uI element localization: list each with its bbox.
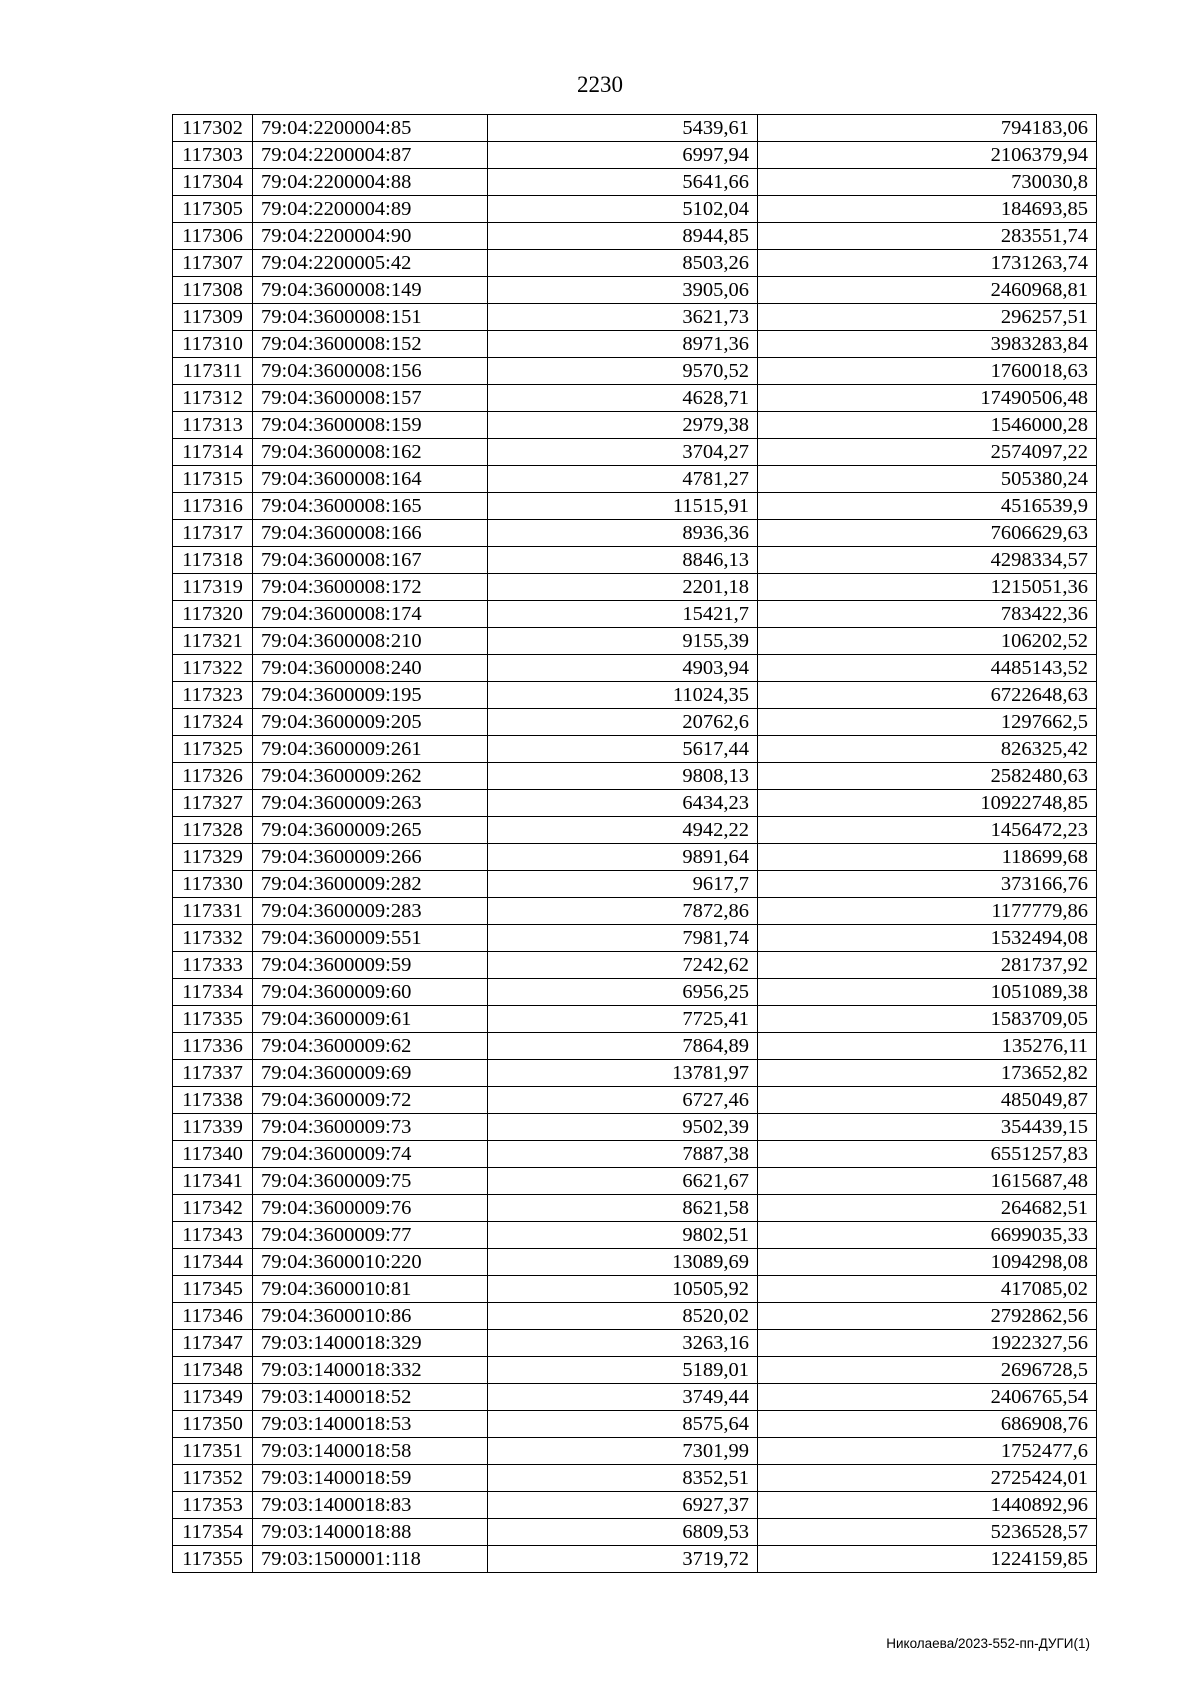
row-number-cell: 117310 <box>173 331 253 358</box>
cadastral-number-cell: 79:04:3600009:262 <box>253 763 488 790</box>
table-row <box>173 1222 1097 1249</box>
row-number-cell: 117337 <box>173 1060 253 1087</box>
value-cell: 6809,53 <box>488 1519 758 1546</box>
cadastral-number-cell: 79:04:3600008:156 <box>253 358 488 385</box>
cadastral-number-cell: 79:04:3600008:157 <box>253 385 488 412</box>
cadastral-number-cell: 79:04:3600008:166 <box>253 520 488 547</box>
cadastral-number-cell: 79:04:3600009:266 <box>253 844 488 871</box>
row-number-cell: 117348 <box>173 1357 253 1384</box>
table-row <box>173 1114 1097 1141</box>
amount-cell: 1546000,28 <box>758 412 1097 439</box>
table-row <box>173 574 1097 601</box>
amount-cell: 296257,51 <box>758 304 1097 331</box>
cadastral-number-cell: 79:03:1400018:53 <box>253 1411 488 1438</box>
cadastral-number-cell: 79:04:3600008:165 <box>253 493 488 520</box>
cadastral-number-cell: 79:04:3600010:86 <box>253 1303 488 1330</box>
cadastral-number-cell: 79:04:3600009:59 <box>253 952 488 979</box>
row-number-cell: 117325 <box>173 736 253 763</box>
cadastral-number-cell: 79:04:3600008:151 <box>253 304 488 331</box>
cadastral-number-cell: 79:04:2200004:90 <box>253 223 488 250</box>
row-number-cell: 117314 <box>173 439 253 466</box>
table-row <box>173 169 1097 196</box>
value-cell: 5439,61 <box>488 115 758 142</box>
table-row <box>173 1087 1097 1114</box>
value-cell: 20762,6 <box>488 709 758 736</box>
table-row <box>173 385 1097 412</box>
value-cell: 8936,36 <box>488 520 758 547</box>
page-number: 2230 <box>577 72 623 97</box>
cadastral-number-cell: 79:04:2200004:85 <box>253 115 488 142</box>
cadastral-number-cell: 79:04:3600009:72 <box>253 1087 488 1114</box>
value-cell: 7864,89 <box>488 1033 758 1060</box>
value-cell: 3905,06 <box>488 277 758 304</box>
row-number-cell: 117346 <box>173 1303 253 1330</box>
amount-cell: 505380,24 <box>758 466 1097 493</box>
table-row <box>173 1330 1097 1357</box>
table-row <box>173 358 1097 385</box>
table-body <box>173 115 1097 1573</box>
row-number-cell: 117352 <box>173 1465 253 1492</box>
value-cell: 8971,36 <box>488 331 758 358</box>
amount-cell: 283551,74 <box>758 223 1097 250</box>
cadastral-number-cell: 79:04:3600009:261 <box>253 736 488 763</box>
cadastral-number-cell: 79:04:3600008:149 <box>253 277 488 304</box>
value-cell: 9155,39 <box>488 628 758 655</box>
row-number-cell: 117309 <box>173 304 253 331</box>
table-row <box>173 844 1097 871</box>
row-number-cell: 117351 <box>173 1438 253 1465</box>
row-number-cell: 117347 <box>173 1330 253 1357</box>
row-number-cell: 117344 <box>173 1249 253 1276</box>
table-row <box>173 979 1097 1006</box>
row-number-cell: 117321 <box>173 628 253 655</box>
table-row <box>173 1384 1097 1411</box>
value-cell: 4628,71 <box>488 385 758 412</box>
table-row <box>173 1168 1097 1195</box>
value-cell: 5617,44 <box>488 736 758 763</box>
amount-cell: 2574097,22 <box>758 439 1097 466</box>
value-cell: 6621,67 <box>488 1168 758 1195</box>
cadastral-number-cell: 79:04:3600008:162 <box>253 439 488 466</box>
amount-cell: 4298334,57 <box>758 547 1097 574</box>
cadastral-number-cell: 79:04:3600008:167 <box>253 547 488 574</box>
cadastral-number-cell: 79:03:1500001:118 <box>253 1546 488 1573</box>
table-row <box>173 331 1097 358</box>
row-number-cell: 117315 <box>173 466 253 493</box>
cadastral-number-cell: 79:04:3600010:81 <box>253 1276 488 1303</box>
row-number-cell: 117353 <box>173 1492 253 1519</box>
amount-cell: 10922748,85 <box>758 790 1097 817</box>
table-row <box>173 1249 1097 1276</box>
cadastral-number-cell: 79:04:2200005:42 <box>253 250 488 277</box>
amount-cell: 17490506,48 <box>758 385 1097 412</box>
row-number-cell: 117343 <box>173 1222 253 1249</box>
table-row <box>173 763 1097 790</box>
amount-cell: 5236528,57 <box>758 1519 1097 1546</box>
value-cell: 2979,38 <box>488 412 758 439</box>
row-number-cell: 117327 <box>173 790 253 817</box>
value-cell: 7725,41 <box>488 1006 758 1033</box>
row-number-cell: 117317 <box>173 520 253 547</box>
value-cell: 8621,58 <box>488 1195 758 1222</box>
cadastral-number-cell: 79:04:3600009:77 <box>253 1222 488 1249</box>
cadastral-number-cell: 79:04:3600009:73 <box>253 1114 488 1141</box>
row-number-cell: 117332 <box>173 925 253 952</box>
table-row <box>173 493 1097 520</box>
row-number-cell: 117308 <box>173 277 253 304</box>
table-row <box>173 952 1097 979</box>
row-number-cell: 117312 <box>173 385 253 412</box>
value-cell: 6927,37 <box>488 1492 758 1519</box>
amount-cell: 1456472,23 <box>758 817 1097 844</box>
amount-cell: 1615687,48 <box>758 1168 1097 1195</box>
amount-cell: 485049,87 <box>758 1087 1097 1114</box>
value-cell: 8503,26 <box>488 250 758 277</box>
row-number-cell: 117318 <box>173 547 253 574</box>
table-row <box>173 1141 1097 1168</box>
cadastral-number-cell: 79:03:1400018:52 <box>253 1384 488 1411</box>
cadastral-number-cell: 79:04:3600008:240 <box>253 655 488 682</box>
value-cell: 6997,94 <box>488 142 758 169</box>
value-cell: 9570,52 <box>488 358 758 385</box>
cadastral-number-cell: 79:04:2200004:88 <box>253 169 488 196</box>
row-number-cell: 117320 <box>173 601 253 628</box>
table-row <box>173 1006 1097 1033</box>
row-number-cell: 117316 <box>173 493 253 520</box>
value-cell: 8944,85 <box>488 223 758 250</box>
amount-cell: 826325,42 <box>758 736 1097 763</box>
cadastral-number-cell: 79:03:1400018:88 <box>253 1519 488 1546</box>
amount-cell: 7606629,63 <box>758 520 1097 547</box>
table-row <box>173 628 1097 655</box>
cadastral-number-cell: 79:04:3600008:174 <box>253 601 488 628</box>
value-cell: 7242,62 <box>488 952 758 979</box>
row-number-cell: 117341 <box>173 1168 253 1195</box>
cadastral-number-cell: 79:04:3600008:164 <box>253 466 488 493</box>
table-row <box>173 196 1097 223</box>
value-cell: 6956,25 <box>488 979 758 1006</box>
cadastral-number-cell: 79:04:3600009:195 <box>253 682 488 709</box>
table-row <box>173 709 1097 736</box>
cadastral-number-cell: 79:04:3600010:220 <box>253 1249 488 1276</box>
document-footer: Николаева/2023-552-пп-ДУГИ(1) <box>886 1636 1090 1651</box>
row-number-cell: 117335 <box>173 1006 253 1033</box>
value-cell: 9891,64 <box>488 844 758 871</box>
amount-cell: 135276,11 <box>758 1033 1097 1060</box>
row-number-cell: 117302 <box>173 115 253 142</box>
amount-cell: 118699,68 <box>758 844 1097 871</box>
row-number-cell: 117304 <box>173 169 253 196</box>
table-row <box>173 790 1097 817</box>
amount-cell: 1583709,05 <box>758 1006 1097 1033</box>
value-cell: 9808,13 <box>488 763 758 790</box>
row-number-cell: 117330 <box>173 871 253 898</box>
amount-cell: 1440892,96 <box>758 1492 1097 1519</box>
amount-cell: 686908,76 <box>758 1411 1097 1438</box>
cadastral-number-cell: 79:03:1400018:83 <box>253 1492 488 1519</box>
value-cell: 9617,7 <box>488 871 758 898</box>
amount-cell: 2460968,81 <box>758 277 1097 304</box>
amount-cell: 1752477,6 <box>758 1438 1097 1465</box>
row-number-cell: 117340 <box>173 1141 253 1168</box>
value-cell: 15421,7 <box>488 601 758 628</box>
row-number-cell: 117339 <box>173 1114 253 1141</box>
row-number-cell: 117333 <box>173 952 253 979</box>
cadastral-number-cell: 79:03:1400018:329 <box>253 1330 488 1357</box>
cadastral-number-cell: 79:03:1400018:332 <box>253 1357 488 1384</box>
value-cell: 6434,23 <box>488 790 758 817</box>
row-number-cell: 117306 <box>173 223 253 250</box>
table-row <box>173 439 1097 466</box>
value-cell: 7872,86 <box>488 898 758 925</box>
table-row <box>173 898 1097 925</box>
amount-cell: 264682,51 <box>758 1195 1097 1222</box>
value-cell: 4942,22 <box>488 817 758 844</box>
row-number-cell: 117342 <box>173 1195 253 1222</box>
value-cell: 3704,27 <box>488 439 758 466</box>
table-row <box>173 304 1097 331</box>
table-row <box>173 277 1097 304</box>
data-table <box>172 114 1097 1573</box>
amount-cell: 4516539,9 <box>758 493 1097 520</box>
table-row <box>173 1411 1097 1438</box>
value-cell: 3263,16 <box>488 1330 758 1357</box>
value-cell: 7981,74 <box>488 925 758 952</box>
cadastral-number-cell: 79:04:3600009:61 <box>253 1006 488 1033</box>
value-cell: 13781,97 <box>488 1060 758 1087</box>
amount-cell: 4485143,52 <box>758 655 1097 682</box>
value-cell: 13089,69 <box>488 1249 758 1276</box>
table-row <box>173 250 1097 277</box>
table-row <box>173 412 1097 439</box>
cadastral-number-cell: 79:04:3600008:210 <box>253 628 488 655</box>
row-number-cell: 117305 <box>173 196 253 223</box>
amount-cell: 2792862,56 <box>758 1303 1097 1330</box>
row-number-cell: 117331 <box>173 898 253 925</box>
cadastral-number-cell: 79:03:1400018:59 <box>253 1465 488 1492</box>
amount-cell: 1922327,56 <box>758 1330 1097 1357</box>
value-cell: 6727,46 <box>488 1087 758 1114</box>
amount-cell: 6551257,83 <box>758 1141 1097 1168</box>
value-cell: 2201,18 <box>488 574 758 601</box>
amount-cell: 184693,85 <box>758 196 1097 223</box>
amount-cell: 173652,82 <box>758 1060 1097 1087</box>
amount-cell: 6722648,63 <box>758 682 1097 709</box>
cadastral-number-cell: 79:04:3600009:265 <box>253 817 488 844</box>
amount-cell: 1532494,08 <box>758 925 1097 952</box>
row-number-cell: 117345 <box>173 1276 253 1303</box>
amount-cell: 2696728,5 <box>758 1357 1097 1384</box>
cadastral-number-cell: 79:04:3600008:159 <box>253 412 488 439</box>
amount-cell: 106202,52 <box>758 628 1097 655</box>
value-cell: 9502,39 <box>488 1114 758 1141</box>
table-row <box>173 1357 1097 1384</box>
row-number-cell: 117322 <box>173 655 253 682</box>
cadastral-number-cell: 79:04:3600009:205 <box>253 709 488 736</box>
cadastral-number-cell: 79:04:3600009:69 <box>253 1060 488 1087</box>
cadastral-number-cell: 79:03:1400018:58 <box>253 1438 488 1465</box>
amount-cell: 2406765,54 <box>758 1384 1097 1411</box>
value-cell: 7301,99 <box>488 1438 758 1465</box>
row-number-cell: 117323 <box>173 682 253 709</box>
cadastral-number-cell: 79:04:3600008:172 <box>253 574 488 601</box>
amount-cell: 417085,02 <box>758 1276 1097 1303</box>
table-row <box>173 1033 1097 1060</box>
amount-cell: 794183,06 <box>758 115 1097 142</box>
value-cell: 5189,01 <box>488 1357 758 1384</box>
amount-cell: 6699035,33 <box>758 1222 1097 1249</box>
value-cell: 8520,02 <box>488 1303 758 1330</box>
table-row <box>173 736 1097 763</box>
row-number-cell: 117338 <box>173 1087 253 1114</box>
cadastral-number-cell: 79:04:3600009:551 <box>253 925 488 952</box>
value-cell: 5641,66 <box>488 169 758 196</box>
cadastral-number-cell: 79:04:3600009:75 <box>253 1168 488 1195</box>
table-row <box>173 142 1097 169</box>
table-row <box>173 817 1097 844</box>
row-number-cell: 117311 <box>173 358 253 385</box>
value-cell: 8846,13 <box>488 547 758 574</box>
table-row <box>173 1492 1097 1519</box>
row-number-cell: 117324 <box>173 709 253 736</box>
cadastral-number-cell: 79:04:3600009:60 <box>253 979 488 1006</box>
value-cell: 9802,51 <box>488 1222 758 1249</box>
table-row <box>173 925 1097 952</box>
cadastral-number-cell: 79:04:3600009:283 <box>253 898 488 925</box>
table-row <box>173 871 1097 898</box>
table-row <box>173 1303 1097 1330</box>
amount-cell: 730030,8 <box>758 169 1097 196</box>
amount-cell: 1224159,85 <box>758 1546 1097 1573</box>
value-cell: 8352,51 <box>488 1465 758 1492</box>
amount-cell: 373166,76 <box>758 871 1097 898</box>
value-cell: 3719,72 <box>488 1546 758 1573</box>
table-row <box>173 1546 1097 1573</box>
amount-cell: 1731263,74 <box>758 250 1097 277</box>
value-cell: 10505,92 <box>488 1276 758 1303</box>
amount-cell: 2582480,63 <box>758 763 1097 790</box>
row-number-cell: 117313 <box>173 412 253 439</box>
value-cell: 4903,94 <box>488 655 758 682</box>
cadastral-number-cell: 79:04:3600008:152 <box>253 331 488 358</box>
amount-cell: 354439,15 <box>758 1114 1097 1141</box>
row-number-cell: 117307 <box>173 250 253 277</box>
table-row <box>173 520 1097 547</box>
value-cell: 5102,04 <box>488 196 758 223</box>
table-row <box>173 223 1097 250</box>
row-number-cell: 117303 <box>173 142 253 169</box>
row-number-cell: 117319 <box>173 574 253 601</box>
amount-cell: 1177779,86 <box>758 898 1097 925</box>
table-row <box>173 115 1097 142</box>
value-cell: 11024,35 <box>488 682 758 709</box>
cadastral-number-cell: 79:04:3600009:263 <box>253 790 488 817</box>
amount-cell: 2725424,01 <box>758 1465 1097 1492</box>
value-cell: 7887,38 <box>488 1141 758 1168</box>
row-number-cell: 117355 <box>173 1546 253 1573</box>
amount-cell: 1297662,5 <box>758 709 1097 736</box>
table-row <box>173 601 1097 628</box>
row-number-cell: 117326 <box>173 763 253 790</box>
amount-cell: 1051089,38 <box>758 979 1097 1006</box>
row-number-cell: 117349 <box>173 1384 253 1411</box>
row-number-cell: 117328 <box>173 817 253 844</box>
table-row <box>173 682 1097 709</box>
amount-cell: 783422,36 <box>758 601 1097 628</box>
row-number-cell: 117329 <box>173 844 253 871</box>
cadastral-number-cell: 79:04:3600009:76 <box>253 1195 488 1222</box>
row-number-cell: 117354 <box>173 1519 253 1546</box>
row-number-cell: 117336 <box>173 1033 253 1060</box>
amount-cell: 281737,92 <box>758 952 1097 979</box>
value-cell: 8575,64 <box>488 1411 758 1438</box>
table-row <box>173 466 1097 493</box>
amount-cell: 3983283,84 <box>758 331 1097 358</box>
row-number-cell: 117350 <box>173 1411 253 1438</box>
table-row <box>173 655 1097 682</box>
cadastral-number-cell: 79:04:3600009:74 <box>253 1141 488 1168</box>
cadastral-number-cell: 79:04:2200004:87 <box>253 142 488 169</box>
table-row <box>173 1276 1097 1303</box>
amount-cell: 1094298,08 <box>758 1249 1097 1276</box>
value-cell: 3621,73 <box>488 304 758 331</box>
table-row <box>173 1465 1097 1492</box>
table-row <box>173 547 1097 574</box>
row-number-cell: 117334 <box>173 979 253 1006</box>
amount-cell: 1215051,36 <box>758 574 1097 601</box>
amount-cell: 2106379,94 <box>758 142 1097 169</box>
value-cell: 4781,27 <box>488 466 758 493</box>
value-cell: 11515,91 <box>488 493 758 520</box>
table-row <box>173 1195 1097 1222</box>
table-row <box>173 1060 1097 1087</box>
table-row <box>173 1438 1097 1465</box>
cadastral-number-cell: 79:04:3600009:282 <box>253 871 488 898</box>
cadastral-number-cell: 79:04:3600009:62 <box>253 1033 488 1060</box>
cadastral-number-cell: 79:04:2200004:89 <box>253 196 488 223</box>
amount-cell: 1760018,63 <box>758 358 1097 385</box>
value-cell: 3749,44 <box>488 1384 758 1411</box>
table-row <box>173 1519 1097 1546</box>
